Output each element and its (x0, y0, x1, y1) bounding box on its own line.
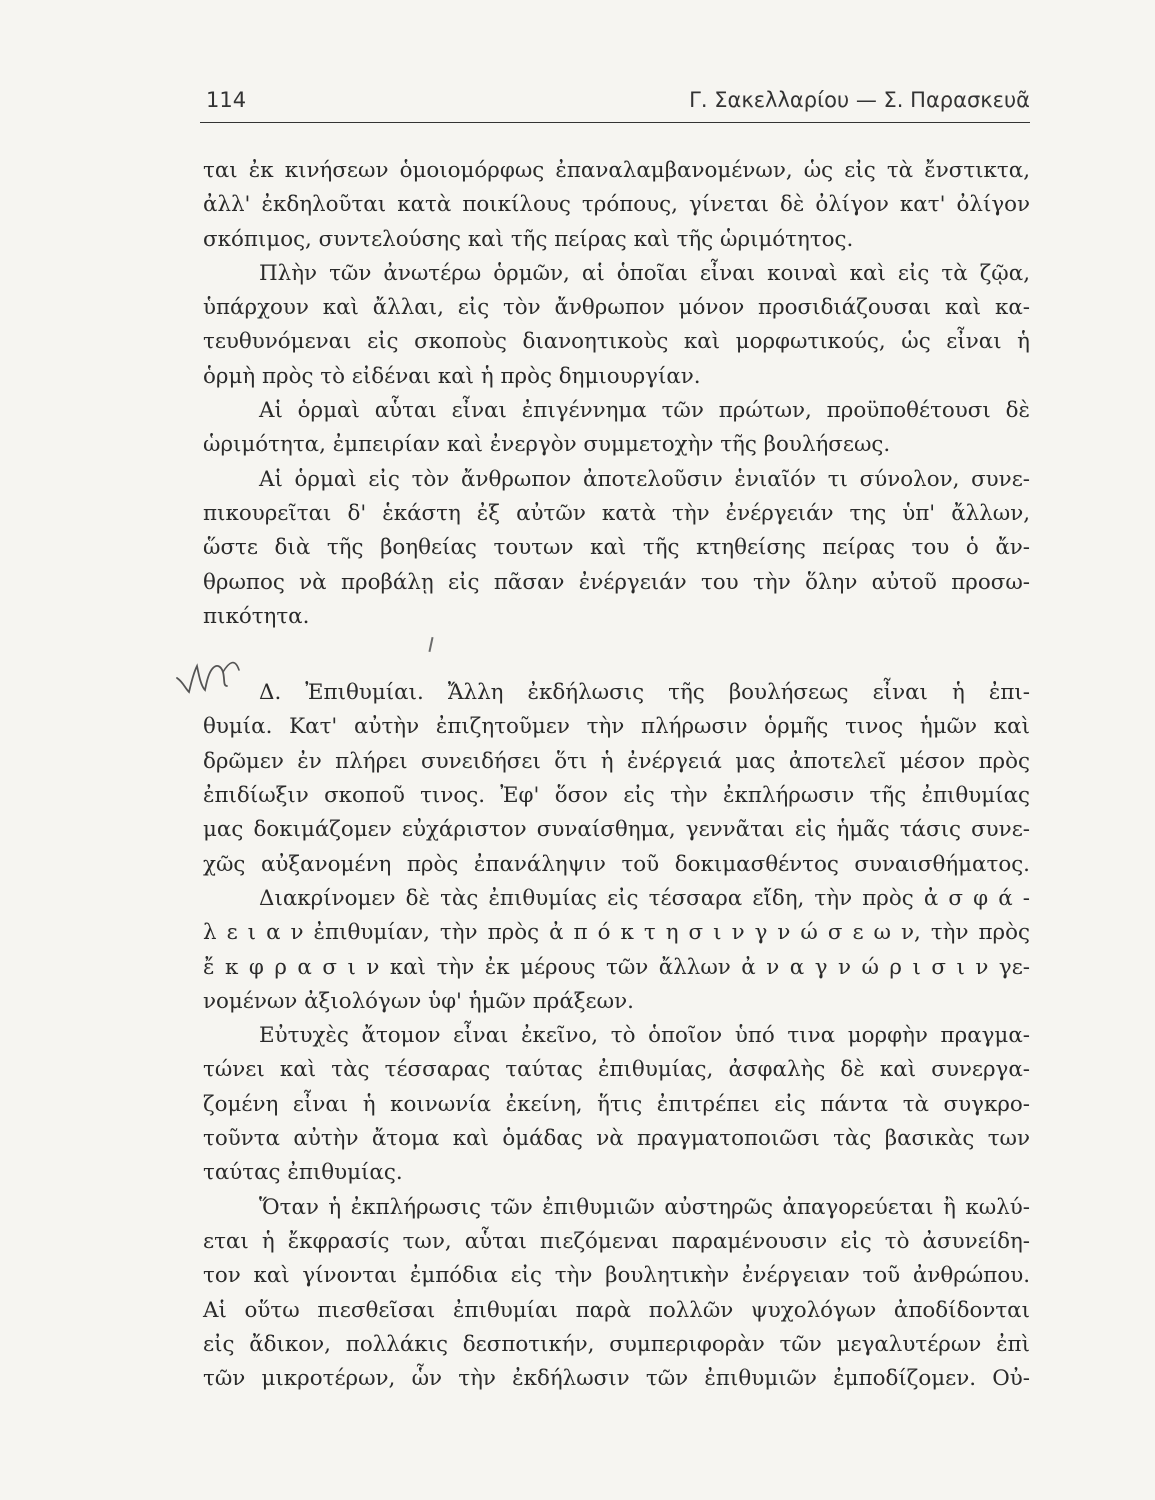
text-line: Διακρίνομεν δὲ τὰς ἐπιθυμίας εἰς τέσσαρα εἴδη, τὴν πρὸς ἀ σ φ ά - (259, 885, 1030, 911)
page-number: 114 (206, 88, 247, 112)
text-line: ζομένη εἶναι ἡ κοινωνία ἐκείνη, ἥτις ἐπιτρέπει εἰς πάντα τὰ συγκρο- (203, 1091, 1030, 1117)
text-line: τον καὶ γίνονται ἐμπόδια εἰς τὴν βουλητικὴν ἐνέργειαν τοῦ ἀνθρώπου. (203, 1263, 1030, 1289)
text-line: Ὅταν ἡ ἐκπλήρωσις τῶν ἐπιθυμιῶν αὐστηρῶς ἀπαγορεύεται ἢ κωλύ- (259, 1194, 1030, 1220)
text-line: λ ε ι α ν ἐπιθυμίαν, τὴν πρὸς ἀ π ό κ τ η σ ι ν γ ν ώ σ ε ω ν, τὴν πρὸς (203, 920, 1030, 946)
text-line: Αἱ οὕτω πιεσθεῖσαι ἐπιθυμίαι παρὰ πολλῶν ψυχολόγων ἀποδίδονται (203, 1297, 1030, 1323)
text-line: Πλὴν τῶν ἀνωτέρω ὁρμῶν, αἱ ὁποῖαι εἶναι κοιναὶ καὶ εἰς τὰ ζῷα, (259, 260, 1030, 286)
text-line: τευθυνόμεναι εἰς σκοποὺς διανοητικοὺς καὶ μορφωτικούς, ὡς εἶναι ἡ (203, 329, 1030, 355)
text-line: εἰς ἄδικον, πολλάκις δεσποτικήν, συμπεριφορὰν τῶν μεγαλυτέρων ἐπὶ (203, 1331, 1030, 1357)
text-line: ὑπάρχουν καὶ ἄλλαι, εἰς τὸν ἄνθρωπον μόνον προσιδιάζουσαι καὶ κα- (203, 295, 1030, 321)
text-line: μας δοκιμάζομεν εὐχάριστον συναίσθημα, γεννᾶται εἰς ἡμᾶς τάσις συνε- (203, 817, 1030, 843)
text-line: τοῦντα αὐτὴν ἄτομα καὶ ὁμάδας νὰ πραγματοποιῶσι τὰς βασικὰς των (203, 1126, 1030, 1152)
text-line: θρωπος νὰ προβάλῃ εἰς πᾶσαν ἐνέργειάν του τὴν ὅλην αὐτοῦ προσω- (203, 569, 1030, 595)
text-line: νομένων ἀξιολόγων ὑφ' ἡμῶν πράξεων. (203, 988, 634, 1014)
text-line: πικουρεῖται δ' ἑκάστη ἐξ αὐτῶν κατὰ τὴν ἐνέργειάν της ὑπ' ἄλλων, (203, 500, 1030, 526)
section-heading-line: Δ. Ἐπιθυμίαι. Ἄλλη ἐκδήλωσις τῆς βουλήσεως εἶναι ἡ ἐπι- (259, 680, 1030, 706)
text-line: πικότητα. (203, 603, 310, 629)
page-body (203, 154, 1030, 1396)
text-line: Αἱ ὁρμαὶ αὗται εἶναι ἐπιγέννημα τῶν πρώτων, προϋποθέτουσι δὲ (259, 398, 1030, 424)
text-line: σκόπιμος, συντελούσης καὶ τῆς πείρας καὶ τῆς ὡριμότητος. (203, 226, 854, 252)
text-line: ται ἐκ κινήσεων ὁμοιομόρφως ἐπαναλαμβανομένων, ὡς εἰς τὰ ἔνστικτα, (203, 158, 1030, 183)
running-title: Γ. Σακελλαρίου — Σ. Παρασκευᾶ (689, 88, 1030, 112)
text-line: θυμία. Κατ' αὐτὴν ἐπιζητοῦμεν τὴν πλήρωσιν ὁρμῆς τινος ἡμῶν καὶ (203, 714, 1030, 740)
text-line: ταύτας ἐπιθυμίας. (203, 1160, 403, 1186)
text-line: τώνει καὶ τὰς τέσσαρας ταύτας ἐπιθυμίας, ἀσφαλὴς δὲ καὶ συνεργα- (203, 1057, 1030, 1083)
text-line: Εὐτυχὲς ἄτομον εἶναι ἐκεῖνο, τὸ ὁποῖον ὑπό τινα μορφὴν πραγμα- (259, 1023, 1030, 1049)
text-line: εται ἡ ἔκφρασίς των, αὗται πιεζόμεναι παραμένουσιν εἰς τὸ ἀσυνείδη- (203, 1228, 1030, 1254)
text-line: ὡριμότητα, ἐμπειρίαν καὶ ἐνεργὸν συμμετοχὴν τῆς βουλήσεως. (203, 432, 891, 458)
text-line: τῶν μικροτέρων, ὧν τὴν ἐκδήλωσιν τῶν ἐπιθυμιῶν ἐμποδίζομεν. Οὐ- (203, 1366, 1030, 1392)
text-line: δρῶμεν ἐν πλήρει συνειδήσει ὅτι ἡ ἐνέργειά μας ἀποτελεῖ μέσον πρὸς (203, 748, 1030, 774)
text-line: χῶς αὐξανομένη πρὸς ἐπανάληψιν τοῦ δοκιμασθέντος συναισθήματος. (203, 851, 1030, 877)
text-line: ἔ κ φ ρ α σ ι ν καὶ τὴν ἐκ μέρους τῶν ἄλλων ἀ ν α γ ν ώ ρ ι σ ι ν γε- (203, 954, 1030, 980)
text-line: ἀλλ' ἐκδηλοῦται κατὰ ποικίλους τρόπους, γίνεται δὲ ὀλίγον κατ' ὀλίγον (203, 192, 1030, 218)
text-line: ἐπιδίωξιν σκοποῦ τινος. Ἐφ' ὅσον εἰς τὴν ἐκπλήρωσιν τῆς ἐπιθυμίας (203, 783, 1030, 809)
text-line: Αἱ ὁρμαὶ εἰς τὸν ἄνθρωπον ἀποτελοῦσιν ἑνιαῖόν τι σύνολον, συνε- (259, 466, 1030, 492)
text-line: ὥστε διὰ τῆς βοηθείας τουτων καὶ τῆς κτηθείσης πείρας του ὁ ἄν- (203, 535, 1030, 561)
page-header (200, 86, 1030, 123)
text-line: ὁρμὴ πρὸς τὸ εἰδέναι καὶ ἡ πρὸς δημιουργίαν. (203, 363, 701, 389)
